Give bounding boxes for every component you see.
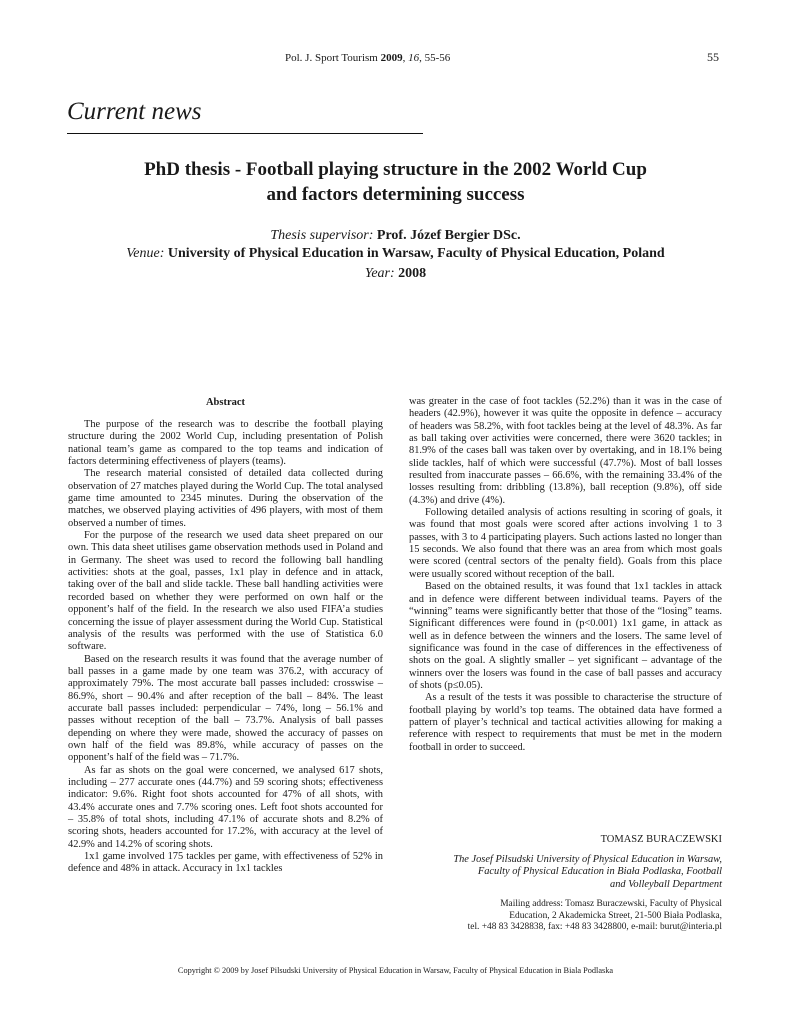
affiliation-line: The Josef Pilsudski University of Physical Education in Warsaw, bbox=[453, 854, 722, 865]
abstract-right-column bbox=[409, 396, 722, 754]
mailing-line: Mailing address: Tomasz Buraczewski, Faculty of Physical bbox=[500, 899, 722, 909]
supervisor-value: Prof. Józef Bergier DSc. bbox=[376, 228, 521, 243]
abstract-heading: Abstract bbox=[205, 397, 246, 408]
journal-citation bbox=[285, 52, 450, 64]
abstract-left-column bbox=[68, 419, 383, 876]
year-value: 2008 bbox=[398, 266, 427, 281]
author-name: TOMASZ BURACZEWSKI bbox=[600, 834, 722, 845]
affiliation-line: and Volleyball Department bbox=[610, 878, 722, 890]
mailing-line: tel. +48 83 3428838, fax: +48 83 3428800, e-mail: burut@interia.pl bbox=[467, 922, 722, 933]
year-label: Year: bbox=[364, 266, 395, 281]
abstract-paragraph: Based on the research results it was found that the average number of ball passes in a game made by one team was 376.2, with accuracy of approximately 79%. The most accurate ball passes included: crosswise – 86.9%, short – 90.4% and after reception of the ball – 84%. The least accurate ball passes included: perpendicular – 74%, long – 56.1% and passes without reception of the ball – 73.7%. Analysis of ball passes depending on where they were made, showed the accuracy of passes on own half of the field was 89.8%, while accuracy of passes on the opponent’s half of the field was – 71.7%. bbox=[68, 653, 383, 764]
abstract-paragraph: As a result of the tests it was possible to characterise the structure of football playing by world’s top teams. The obtained data have formed a pattern of player’s technical and tactical activities allowing for making a reference with respect to requirements that must be met in the modern football in order to succeed. bbox=[409, 692, 722, 753]
abstract-paragraph: The research material consisted of detailed data collected during observation of 27 matches played during the World Cup. The total analysed game time amounted to 2345 minutes. During the observation of the matches, we observed playing activities of 496 players, with most of them observed a number of times. bbox=[68, 468, 383, 529]
abstract-paragraph: Following detailed analysis of actions resulting in scoring of goals, it was found that most goals were scored after actions involving 1 to 3 passes, with 3 to 4 participating players. Such actions lasted no longer than 15 seconds. We also found that there was an area from which most goals were scored (central sectors of the penalty field). Goals from this place were usually scored without reception of the ball. bbox=[409, 507, 722, 580]
author-affiliation bbox=[402, 854, 722, 891]
article-title-line-1: PhD thesis - Football playing structure in the 2002 World Cup bbox=[144, 159, 647, 180]
venue-label: Venue: bbox=[126, 246, 165, 261]
copyright-footer: Copyright © 2009 by Josef Pilsudski University of Physical Education in Warsaw, Faculty of Physical Education in Biala Podlaska bbox=[177, 966, 614, 975]
journal-name: Pol. J. Sport Tourism bbox=[285, 52, 381, 64]
venue-value: University of Physical Education in Warsaw, Faculty of Physical Education, Poland bbox=[167, 246, 665, 261]
journal-year: 2009 bbox=[380, 52, 403, 64]
thesis-venue bbox=[60, 246, 731, 262]
abstract-paragraph: 1x1 game involved 175 tackles per game, with effectiveness of 52% in defence and 48% in attack. Accuracy in 1x1 tackles bbox=[68, 851, 383, 875]
thesis-supervisor bbox=[60, 228, 731, 244]
article-title-line-2: and factors determining success bbox=[266, 184, 525, 205]
supervisor-label: Thesis supervisor: bbox=[270, 228, 374, 243]
thesis-year bbox=[60, 266, 731, 282]
mailing-address bbox=[402, 899, 722, 934]
abstract-paragraph: was greater in the case of foot tackles (52.2%) than it was in the case of headers (42.9%), however it was quite the opposite in defence – accuracy of headers was 58.2%, with foot tackles being at the level of 48.3%. As far as ball taking over activities were concerned, there were 3620 tackles; in 81.9% of the cases ball was taken over by overtaking, and in 18.1% being slide tackles, half of which were successful (47.7%). Most of ball losses resulted from inaccurate passes – 66.6%, with the remaining 33.4% of the losses resulting from: dribbling (13.8%), ball reception (9.8%), off side (4.3%) and drive (4%). bbox=[409, 396, 722, 506]
mailing-line: Education, 2 Akademicka Street, 21-500 Biała Podlaska, bbox=[509, 910, 722, 921]
abstract-paragraph: Based on the obtained results, it was found that 1x1 tackles in attack and in defence were different between individual teams. Payers of the “winning” teams were significantly better that those of the “losing” teams. Significant differences were found in (p<0.001) 1x1 game, in attack as well as in defence between the winners and the losers. The same level of significance was found in the case of differences in the effectiveness of shots on the goal. A slightly smaller – yet significant – advantage of the winners over the losers was found in the case of ball passes and accuracy of shots (p≤0.05). bbox=[409, 581, 722, 691]
journal-volume: 16 bbox=[408, 52, 420, 64]
page-number: 55 bbox=[707, 50, 719, 64]
journal-separator: , bbox=[402, 52, 409, 64]
section-divider bbox=[67, 133, 423, 134]
section-heading: Current news bbox=[67, 98, 202, 125]
abstract-paragraph: As far as shots on the goal were concerned, we analysed 617 shots, including – 277 accurate ones (44.7%) and 59 scoring shots; effectiveness indicator: 9.6%. Right foot shots accounted for 47% of all shots, with 43.4% accurate ones and 7.7% scoring ones. Left foot shots accounted for – 35.8% of total shots, including 47.1% of accurate shots and 8.2% of scoring shots, headers accounted for 17.2%, with accuracy at the level of 42.9% and 14.2% of scoring shots. bbox=[68, 764, 383, 850]
article-title bbox=[60, 157, 731, 207]
journal-pages: , 55-56 bbox=[419, 52, 451, 64]
abstract-paragraph: For the purpose of the research we used data sheet prepared on our own. This data sheet utilises game observation methods used in Poland and in Germany. The sheet was used to record the following ball handling activities: shots at the goal, passes, 1x1 play in defence and in attack, taking over of the ball and slide tackle. These ball handling activities were recorded based on whether they were performed on own half or the opponent’s half of the field. In the research we also used FIFA’a studies concerning the issue of player assessment during the World Cup. Statistical analysis of the results was performed with the use of Statistica 6.0 software. bbox=[68, 530, 383, 653]
abstract-paragraph: The purpose of the research was to describe the football playing structure during the 2002 World Cup, including presentation of Polish national team’s game as compared to the top teams and indication of factors determining effectiveness of players (teams). bbox=[68, 419, 383, 468]
affiliation-line: Faculty of Physical Education in Biała Podlaska, Football bbox=[477, 866, 722, 878]
